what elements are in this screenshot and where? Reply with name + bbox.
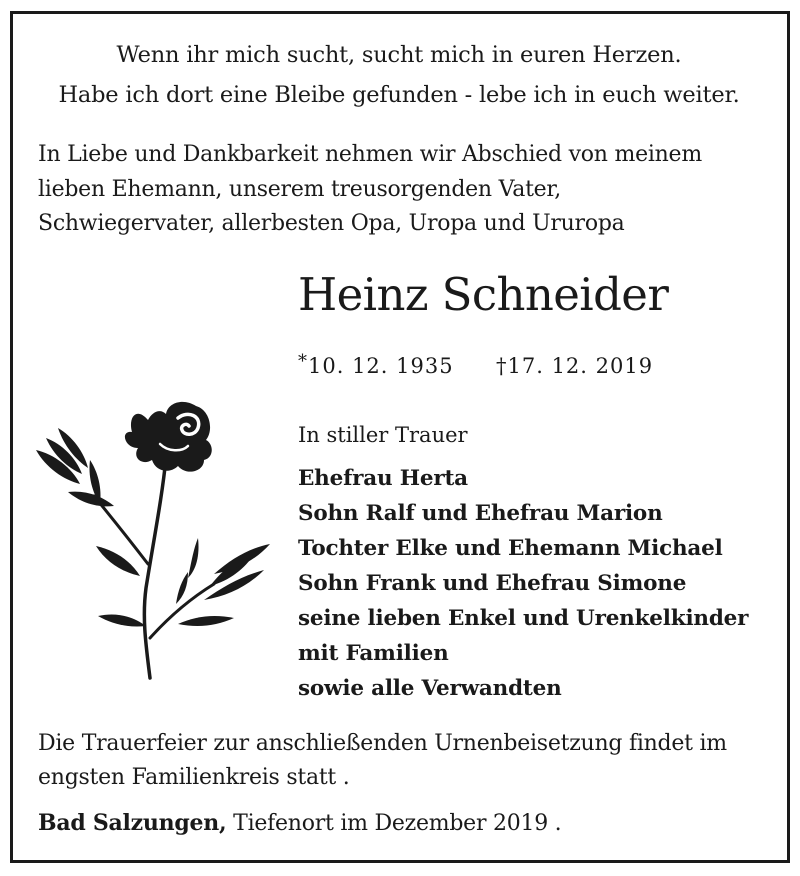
death-date xyxy=(496,354,653,378)
stem xyxy=(144,458,166,678)
relative-line: Tochter Elke und Ehemann Michael xyxy=(298,536,723,561)
motto-line-2: Habe ich dort eine Bleibe gefunden - lebe ich in euch weiter. xyxy=(58,82,740,108)
relative-line: Sohn Frank und Ehefrau Simone xyxy=(298,571,687,596)
motto-line-1: Wenn ihr mich sucht, sucht mich in euren Herzen. xyxy=(116,42,682,68)
birth-symbol: * xyxy=(298,351,308,372)
closing-line xyxy=(38,810,561,836)
relative-line: Sohn Ralf und Ehefrau Marion xyxy=(298,501,663,526)
deceased-name: Heinz Schneider xyxy=(298,268,669,321)
rose-bloom xyxy=(125,402,212,472)
funeral-line-2: engsten Familienkreis statt . xyxy=(38,765,350,790)
intro-line-3: Schwiegervater, allerbesten Opa, Uropa und Ururopa xyxy=(38,211,625,236)
intro-line-1: In Liebe und Dankbarkeit nehmen wir Abschied von meinem xyxy=(38,142,702,167)
death-symbol: † xyxy=(496,354,508,378)
relative-line: seine lieben Enkel und Urenkelkinder xyxy=(298,606,749,631)
closing-rest: Tiefenort im Dezember 2019 . xyxy=(226,811,562,836)
funeral-line-1: Die Trauerfeier zur anschließenden Urnenbeisetzung findet im xyxy=(38,731,727,756)
birth-date-value: 10. 12. 1935 xyxy=(308,354,454,378)
mourning-heading: In stiller Trauer xyxy=(298,423,468,447)
relative-line: sowie alle Verwandten xyxy=(298,676,562,701)
closing-place: Bad Salzungen, xyxy=(38,810,227,836)
rose-icon xyxy=(28,388,298,688)
relative-line: Ehefrau Herta xyxy=(298,466,468,491)
relative-line: mit Familien xyxy=(298,641,449,666)
intro-line-2: lieben Ehemann, unserem treusorgenden Vater, xyxy=(38,177,562,202)
birth-date xyxy=(298,351,454,378)
death-date-value: 17. 12. 2019 xyxy=(507,354,654,378)
